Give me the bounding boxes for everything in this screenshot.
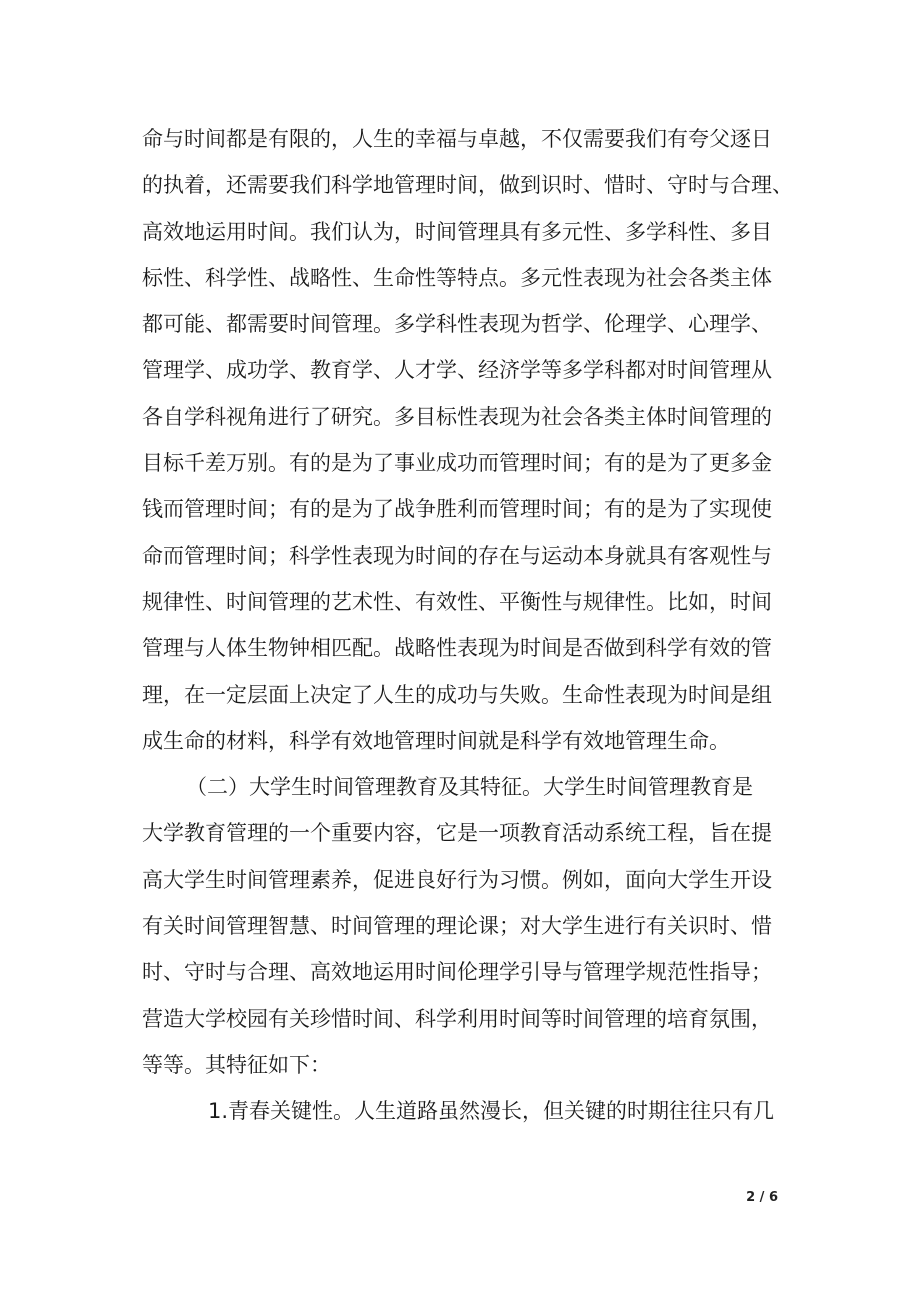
page-number: 2 / 6 (746, 1190, 778, 1205)
section-heading-line: （二）大学生时间管理教育及其特征。大学生时间管理教育是 (186, 775, 753, 800)
text-line: 钱而管理时间；有的是为了战争胜利而管理时间；有的是为了实现使 (142, 497, 772, 522)
text-line: 时、守时与合理、高效地运用时间伦理学引导与管理学规范性指导； (142, 960, 772, 985)
text-line: 有关时间管理智慧、时间管理的理论课；对大学生进行有关识时、惜 (142, 914, 772, 939)
text-line: 命与时间都是有限的，人生的幸福与卓越，不仅需要我们有夸父逐日 (142, 127, 772, 151)
text-line: 高效地运用时间。我们认为，时间管理具有多元性、多学科性、多目 (142, 219, 772, 244)
list-item-line: 1.青春关键性。人生道路虽然漫长，但关键的时期往往只有几 (208, 1099, 775, 1124)
text-line: 理，在一定层面上决定了人生的成功与失败。生命性表现为时间是组 (142, 682, 772, 707)
text-line: 的执着，还需要我们科学地管理时间，做到识时、惜时、守时与合理、 (142, 173, 793, 198)
text-line: 标性、科学性、战略性、生命性等特点。多元性表现为社会各类主体 (142, 265, 772, 290)
body-text (142, 116, 793, 1135)
text-line: 目标千差万别。有的是为了事业成功而管理时间；有的是为了更多金 (142, 451, 772, 476)
text-line: 高大学生时间管理素养，促进良好行为习惯。例如，面向大学生开设 (142, 867, 772, 892)
text-line: 成生命的材料，科学有效地管理时间就是科学有效地管理生命。 (142, 728, 730, 753)
text-line: 规律性、时间管理的艺术性、有效性、平衡性与规律性。比如，时间 (142, 589, 772, 614)
text-line: 大学教育管理的一个重要内容，它是一项教育活动系统工程，旨在提 (142, 821, 772, 846)
text-line: 各自学科视角进行了研究。多目标性表现为社会各类主体时间管理的 (142, 404, 772, 429)
text-line: 营造大学校园有关珍惜时间、科学利用时间等时间管理的培育氛围， (142, 1006, 772, 1031)
text-line: 都可能、都需要时间管理。多学科性表现为哲学、伦理学、心理学、 (142, 312, 772, 337)
text-line: 等等。其特征如下： (142, 1052, 331, 1077)
text-line: 命而管理时间；科学性表现为时间的存在与运动本身就具有客观性与 (142, 543, 772, 568)
text-line: 管理学、成功学、教育学、人才学、经济学等多学科都对时间管理从 (142, 358, 772, 383)
text-line: 管理与人体生物钟相匹配。战略性表现为时间是否做到科学有效的管 (142, 636, 772, 661)
